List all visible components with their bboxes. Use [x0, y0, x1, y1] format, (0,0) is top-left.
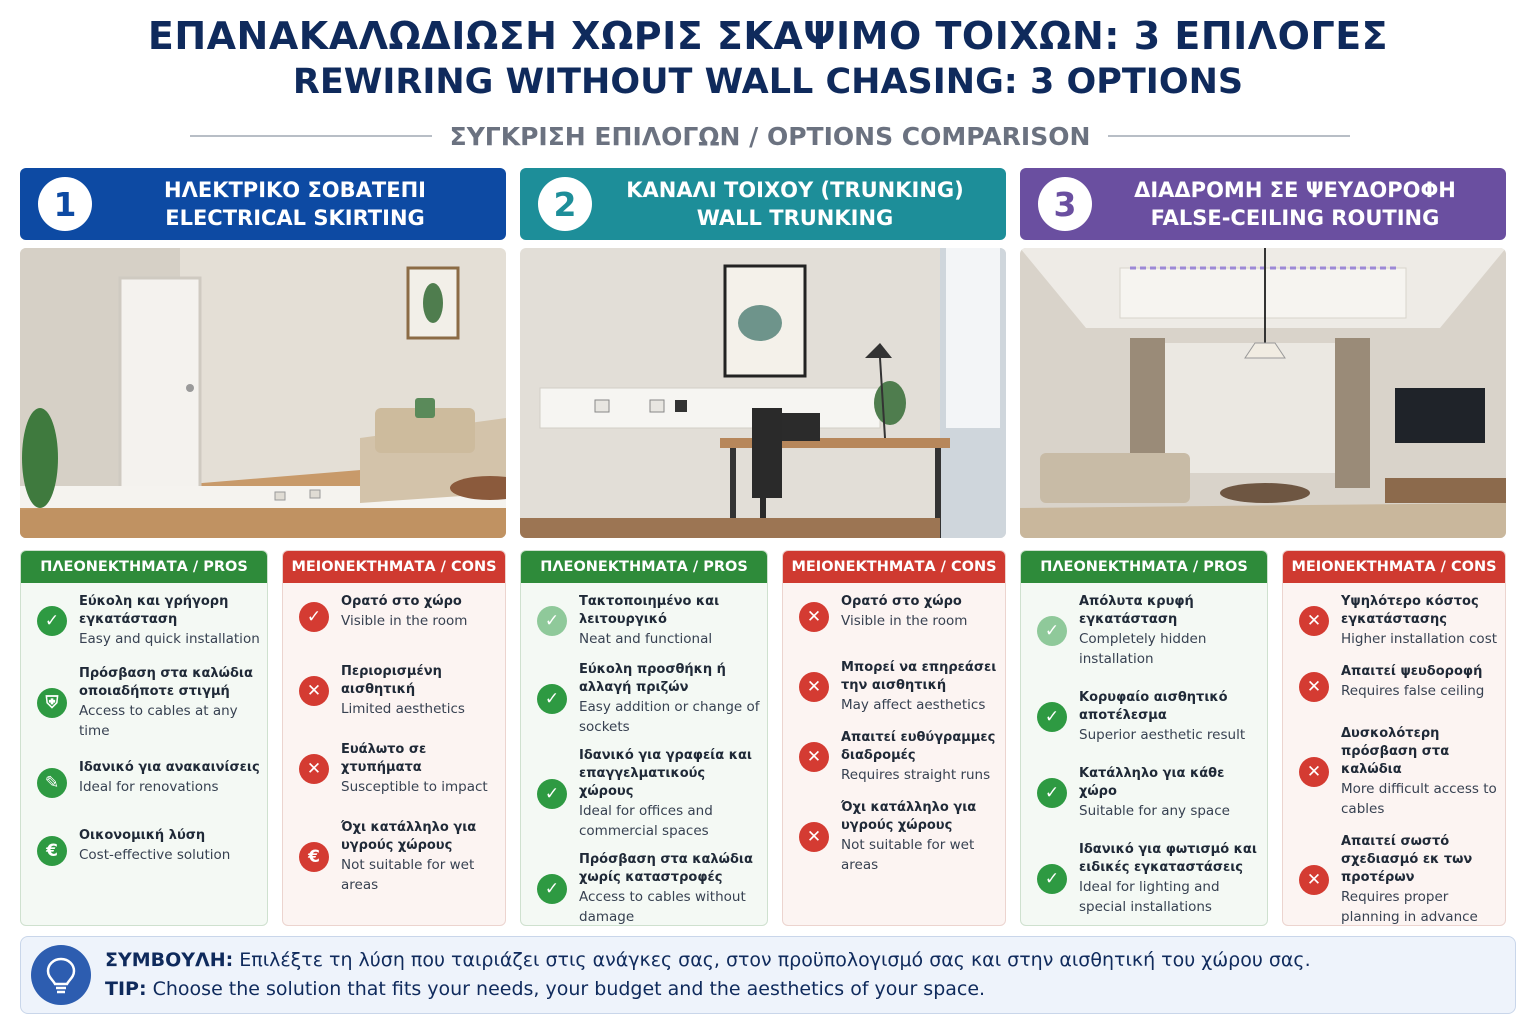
pros-header: ΠΛΕΟΝΕΚΤΗΜΑΤΑ / PROS: [1021, 551, 1267, 583]
check-icon: ✓: [299, 602, 329, 632]
x-icon: ✕: [299, 754, 329, 784]
cons-item: [1297, 593, 1499, 649]
check-icon: ✓: [537, 779, 567, 809]
tip-english: [105, 978, 985, 1000]
euro-icon: €: [299, 842, 329, 872]
item-text-greek: Ορατό στο χώρο: [841, 594, 962, 609]
cons-panel: [1282, 550, 1506, 926]
option-title-english: WALL TRUNKING: [696, 206, 894, 230]
cons-item: [797, 729, 999, 785]
option-title-english: FALSE-CEILING ROUTING: [1150, 206, 1440, 230]
item-text-greek: Ιδανικό για ανακαινίσεις: [79, 760, 260, 775]
pros-item: [1035, 841, 1261, 917]
option-column-3: [1020, 168, 1506, 926]
pros-item: [1035, 593, 1261, 669]
tip-label-greek: ΣΥΜΒΟΥΛΗ:: [105, 949, 234, 971]
cons-panel: [282, 550, 506, 926]
cons-item: [1297, 663, 1499, 711]
item-text-english: More difficult access to cables: [1341, 781, 1497, 817]
x-icon: ✕: [799, 822, 829, 852]
item-text-greek: Περιορισμένη αισθητική: [341, 664, 442, 697]
cons-item: [1297, 725, 1499, 819]
check-icon: ✓: [537, 606, 567, 636]
pros-item: [1035, 689, 1261, 745]
shield-check-icon: ⛨: [37, 688, 67, 718]
tip-text-greek: Επιλέξτε τη λύση που ταιριάζει στις ανάγκες σας, στον προϋπολογισμό σας και στην αισθητική του χώρου σας.: [239, 949, 1311, 971]
pros-panel: [1020, 550, 1268, 926]
item-text-english: Requires straight runs: [841, 767, 991, 783]
tip-label-english: TIP:: [105, 978, 147, 1000]
item-text-english: Access to cables without damage: [579, 889, 746, 925]
comparison-divider: [190, 118, 1350, 154]
item-text-greek: Εύκολη προσθήκη ή αλλαγή πριζών: [579, 662, 726, 695]
pros-item: [535, 747, 761, 841]
cons-item: [797, 659, 999, 715]
item-text-greek: Απαιτεί ευθύγραμμες διαδρομές: [841, 730, 996, 763]
item-text-english: Limited aesthetics: [341, 701, 465, 717]
option-header-1: [20, 168, 506, 240]
x-icon: ✕: [1299, 757, 1329, 787]
cons-item: [797, 593, 999, 641]
item-text-greek: Δυσκολότερη πρόσβαση στα καλώδια: [1341, 726, 1450, 777]
item-text-greek: Απαιτεί σωστό σχεδιασμό εκ των προτέρων: [1341, 834, 1473, 885]
x-icon: ✕: [799, 672, 829, 702]
x-icon: ✕: [1299, 672, 1329, 702]
pros-item: [35, 759, 261, 807]
x-icon: ✕: [299, 676, 329, 706]
x-icon: ✕: [1299, 865, 1329, 895]
cons-item: [797, 799, 999, 875]
pros-item: [1035, 765, 1261, 821]
x-icon: ✕: [1299, 606, 1329, 636]
option-title-greek: ΗΛΕΚΤΡΙΚΟ ΣΟΒΑΤΕΠΙ: [164, 178, 426, 202]
check-icon: ✓: [1037, 616, 1067, 646]
item-text-english: Neat and functional: [579, 631, 713, 647]
lightbulb-icon: [31, 945, 91, 1005]
pros-item: [35, 827, 261, 875]
item-text-english: Not suitable for wet areas: [841, 837, 975, 873]
pros-panel: [20, 550, 268, 926]
option-title-greek: ΔΙΑΔΡΟΜΗ ΣΕ ΨΕΥΔΟΡΟΦΗ: [1134, 178, 1456, 202]
item-text-english: Ideal for lighting and special installations: [1079, 879, 1220, 915]
brush-icon: ✎: [37, 768, 67, 798]
cons-item: [297, 593, 499, 641]
pros-panel: [520, 550, 768, 926]
item-text-greek: Ορατό στο χώρο: [341, 594, 462, 609]
cons-item: [1297, 833, 1499, 926]
item-text-english: Visible in the room: [341, 613, 468, 629]
cons-header: ΜΕΙΟΝΕΚΤΗΜΑΤΑ / CONS: [1283, 551, 1505, 583]
wall-trunking-office-image: [520, 248, 1006, 538]
item-text-english: Ideal for offices and commercial spaces: [579, 803, 713, 839]
option-header-3: [1020, 168, 1506, 240]
item-text-english: Higher installation cost: [1341, 631, 1498, 647]
option-number-badge: 3: [1038, 177, 1092, 231]
pros-item: [535, 593, 761, 649]
item-text-greek: Ευάλωτο σε χτυπήματα: [341, 742, 427, 775]
tip-greek: [105, 949, 1311, 971]
check-icon: ✓: [537, 684, 567, 714]
item-text-english: Not suitable for wet areas: [341, 857, 475, 893]
item-text-english: Requires proper planning in advance: [1341, 889, 1478, 925]
item-text-english: Completely hidden installation: [1079, 631, 1207, 667]
option-title-english: ELECTRICAL SKIRTING: [165, 206, 425, 230]
item-text-english: Superior aesthetic result: [1079, 727, 1246, 743]
item-text-english: Access to cables at any time: [79, 703, 238, 739]
item-text-greek: Ιδανικό για φωτισμό και ειδικές εγκαταστάσεις: [1079, 842, 1257, 875]
item-text-greek: Τακτοποιημένο και λειτουργικό: [579, 594, 720, 627]
check-icon: ✓: [1037, 778, 1067, 808]
item-text-greek: Κατάλληλο για κάθε χώρο: [1079, 766, 1225, 799]
item-text-greek: Ιδανικό για γραφεία και επαγγελματικούς χώρους: [579, 748, 752, 799]
item-text-greek: Όχι κατάλληλο για υγρούς χώρους: [841, 800, 977, 833]
item-text-english: Easy addition or change of sockets: [579, 699, 760, 735]
cons-item: [297, 741, 499, 797]
tip-text-english: Choose the solution that fits your needs, your budget and the aesthetics of your space.: [152, 978, 986, 1000]
page-title: ΕΠΑΝΑΚΑΛΩΔΙΩΣΗ ΧΩΡΙΣ ΣΚΑΨΙΜΟ ΤΟΙΧΩΝ: 3 ΕΠΙΛΟΓΕΣ: [147, 14, 1389, 58]
option-number-badge: 2: [538, 177, 592, 231]
option-title-greek: ΚΑΝΑΛΙ ΤΟΙΧΟΥ (TRUNKING): [626, 178, 964, 202]
item-text-english: Cost-effective solution: [79, 847, 231, 863]
option-number-badge: 1: [38, 177, 92, 231]
page-subtitle: REWIRING WITHOUT WALL CHASING: 3 OPTIONS: [292, 62, 1244, 102]
divider-line-right: [1108, 135, 1350, 137]
pros-item: [35, 665, 261, 741]
check-icon: ✓: [1037, 702, 1067, 732]
pros-item: [535, 661, 761, 737]
item-text-greek: Απαιτεί ψευδοροφή: [1341, 664, 1483, 679]
pros-header: ΠΛΕΟΝΕΚΤΗΜΑΤΑ / PROS: [21, 551, 267, 583]
pros-header: ΠΛΕΟΝΕΚΤΗΜΑΤΑ / PROS: [521, 551, 767, 583]
item-text-english: Requires false ceiling: [1341, 683, 1485, 699]
euro-icon: €: [37, 836, 67, 866]
item-text-greek: Όχι κατάλληλο για υγρούς χώρους: [341, 820, 477, 853]
item-text-greek: Υψηλότερο κόστος εγκατάστασης: [1341, 594, 1479, 627]
option-column-2: [520, 168, 1006, 926]
option-header-2: [520, 168, 1006, 240]
item-text-greek: Μπορεί να επηρεάσει την αισθητική: [841, 660, 997, 693]
item-text-english: May affect aesthetics: [841, 697, 986, 713]
item-text-greek: Εύκολη και γρήγορη εγκατάσταση: [79, 594, 229, 627]
check-icon: ✓: [37, 606, 67, 636]
electrical-skirting-room-image: [20, 248, 506, 538]
check-icon: ✓: [1037, 864, 1067, 894]
item-text-greek: Κορυφαίο αισθητικό αποτέλεσμα: [1079, 690, 1228, 723]
item-text-greek: Πρόσβαση στα καλώδια οποιαδήποτε στιγμή: [79, 666, 253, 699]
item-text-greek: Οικονομική λύση: [79, 828, 206, 843]
pros-item: [35, 593, 261, 649]
cons-item: [297, 819, 499, 895]
option-column-1: [20, 168, 506, 926]
item-text-english: Ideal for renovations: [79, 779, 219, 795]
comparison-label: ΣΥΓΚΡΙΣΗ ΕΠΙΛΟΓΩΝ / OPTIONS COMPARISON: [449, 121, 1091, 151]
x-icon: ✕: [799, 742, 829, 772]
divider-line-left: [190, 135, 432, 137]
item-text-english: Visible in the room: [841, 613, 968, 629]
cons-item: [297, 663, 499, 719]
item-text-english: Susceptible to impact: [341, 779, 488, 795]
cons-header: ΜΕΙΟΝΕΚΤΗΜΑΤΑ / CONS: [783, 551, 1005, 583]
item-text-english: Easy and quick installation: [79, 631, 260, 647]
cons-header: ΜΕΙΟΝΕΚΤΗΜΑΤΑ / CONS: [283, 551, 505, 583]
item-text-greek: Πρόσβαση στα καλώδια χωρίς καταστροφές: [579, 852, 753, 885]
item-text-greek: Απόλυτα κρυφή εγκατάσταση: [1079, 594, 1194, 627]
cons-panel: [782, 550, 1006, 926]
tip-box: [20, 936, 1516, 1014]
check-icon: ✓: [537, 874, 567, 904]
pros-item: [535, 851, 761, 926]
item-text-english: Suitable for any space: [1079, 803, 1230, 819]
x-icon: ✕: [799, 602, 829, 632]
false-ceiling-living-room-image: [1020, 248, 1506, 538]
